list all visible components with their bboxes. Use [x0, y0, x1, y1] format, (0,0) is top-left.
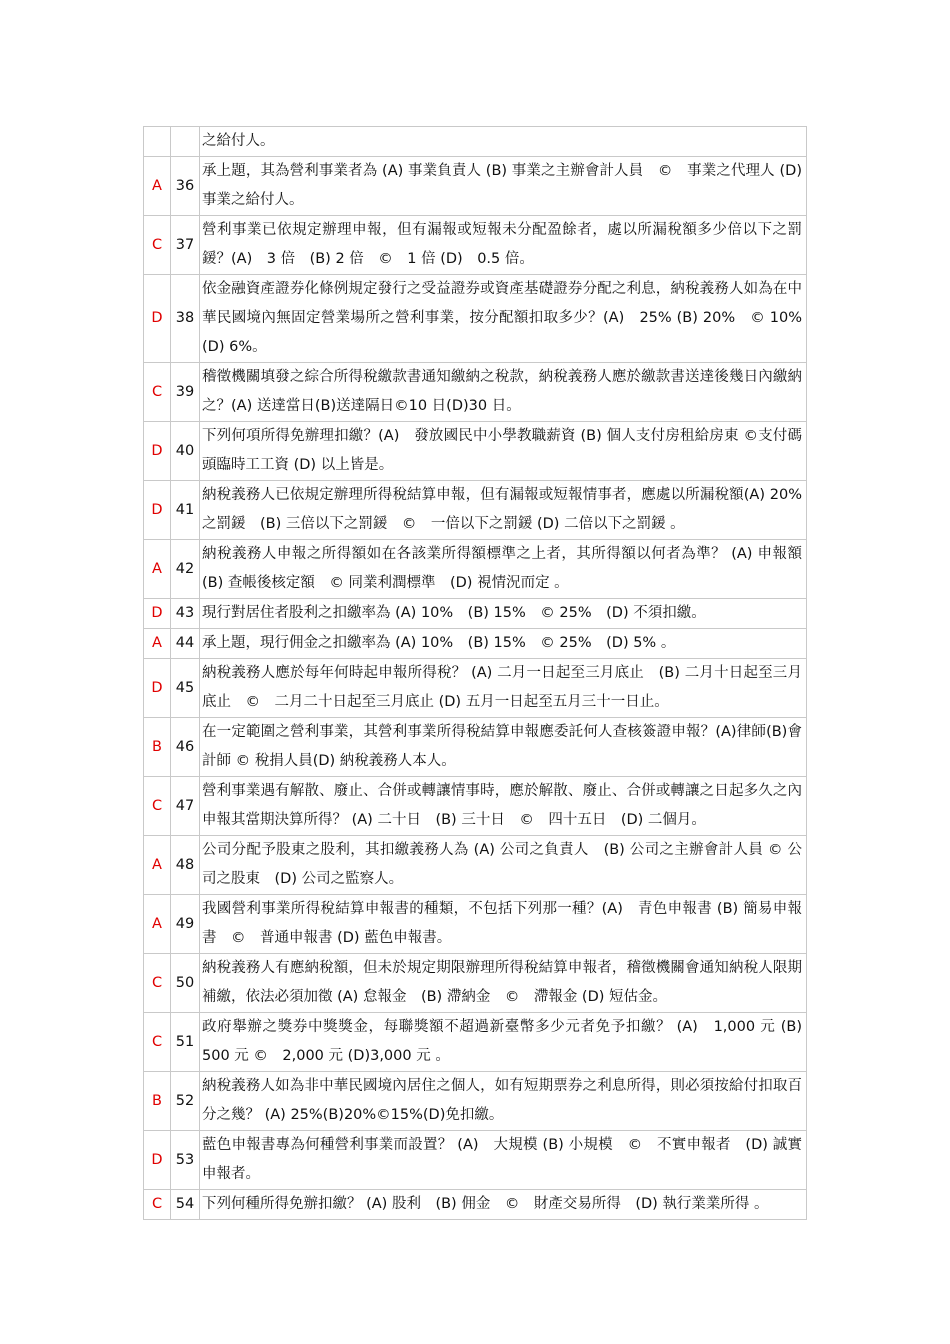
number-cell: 38 [171, 275, 200, 363]
answer-cell: A [144, 540, 171, 599]
table-row [144, 954, 807, 1013]
answer-cell: B [144, 1072, 171, 1131]
answer-cell: A [144, 157, 171, 216]
question-text-cell: 納稅義務人有應納稅額，但未於規定期限辦理所得稅結算申報者，稽徵機關會通知納稅人限期補繳，依法必須加徵 (A) 怠報金 (B) 滯納金 © 滯報金 (D) 短估金。 [200, 954, 807, 1013]
table-row [144, 1131, 807, 1190]
table-row [144, 540, 807, 599]
number-cell: 40 [171, 422, 200, 481]
table-row [144, 422, 807, 481]
question-text-cell: 承上題，其為營利事業者為 (A) 事業負責人 (B) 事業之主辦會計人員 © 事業之代理人 (D) 事業之給付人。 [200, 157, 807, 216]
number-cell: 52 [171, 1072, 200, 1131]
number-cell: 50 [171, 954, 200, 1013]
question-text-cell: 承上題，現行佣金之扣繳率為 (A) 10% (B) 15% © 25% (D) 5% 。 [200, 629, 807, 659]
document-page [143, 126, 807, 1220]
question-text-cell: 現行對居住者股利之扣繳率為 (A) 10% (B) 15% © 25% (D) 不須扣繳。 [200, 599, 807, 629]
answer-cell: C [144, 777, 171, 836]
question-text-cell: 依金融資產證券化條例規定發行之受益證券或資產基礎證券分配之利息，納稅義務人如為在中華民國境內無固定營業場所之營利事業，按分配額扣取多少？(A) 25% (B) 20% © 10% (D) 6%。 [200, 275, 807, 363]
question-text-cell: 納稅義務人如為非中華民國境內居住之個人，如有短期票券之利息所得，則必須按給付扣取百分之幾？ (A) 25%(B)20%©15%(D)免扣繳。 [200, 1072, 807, 1131]
answer-cell [144, 127, 171, 157]
table-row [144, 599, 807, 629]
table-row [144, 629, 807, 659]
answer-cell: B [144, 718, 171, 777]
answer-cell: C [144, 1013, 171, 1072]
question-text-cell: 納稅義務人申報之所得額如在各該業所得額標準之上者，其所得額以何者為準？ (A) 申報額 (B) 查帳後核定額 © 同業利潤標準 (D) 視情況而定 。 [200, 540, 807, 599]
question-text-cell: 下列何種所得免辦扣繳？ (A) 股利 (B) 佣金 © 財產交易所得 (D) 執行業業所得 。 [200, 1190, 807, 1220]
number-cell [171, 127, 200, 157]
answer-cell: D [144, 1131, 171, 1190]
answer-cell: A [144, 629, 171, 659]
question-table-body [144, 127, 807, 1220]
answer-cell: C [144, 363, 171, 422]
answer-cell: D [144, 481, 171, 540]
table-row [144, 659, 807, 718]
answer-cell: C [144, 954, 171, 1013]
number-cell: 49 [171, 895, 200, 954]
table-row [144, 718, 807, 777]
question-text-cell: 納稅義務人已依規定辦理所得稅結算申報，但有漏報或短報情事者，應處以所漏稅額(A) 20%之罰鍰 (B) 三倍以下之罰鍰 © 一倍以下之罰鍰 (D) 二倍以下之罰鍰 。 [200, 481, 807, 540]
number-cell: 46 [171, 718, 200, 777]
table-row [144, 481, 807, 540]
answer-cell: C [144, 216, 171, 275]
table-row [144, 157, 807, 216]
number-cell: 47 [171, 777, 200, 836]
number-cell: 37 [171, 216, 200, 275]
answer-cell: C [144, 1190, 171, 1220]
table-row [144, 836, 807, 895]
number-cell: 43 [171, 599, 200, 629]
table-row [144, 363, 807, 422]
table-row [144, 216, 807, 275]
table-row [144, 1190, 807, 1220]
number-cell: 39 [171, 363, 200, 422]
answer-cell: D [144, 659, 171, 718]
number-cell: 36 [171, 157, 200, 216]
answer-cell: D [144, 275, 171, 363]
number-cell: 41 [171, 481, 200, 540]
question-text-cell: 政府舉辦之獎券中獎獎金，每聯獎額不超過新臺幣多少元者免予扣繳？ (A) 1,000 元 (B) 500 元 © 2,000 元 (D)3,000 元 。 [200, 1013, 807, 1072]
answer-cell: A [144, 895, 171, 954]
number-cell: 53 [171, 1131, 200, 1190]
number-cell: 45 [171, 659, 200, 718]
number-cell: 51 [171, 1013, 200, 1072]
question-text-cell: 納稅義務人應於每年何時起申報所得稅？ (A) 二月一日起至三月底止 (B) 二月十日起至三月底止 © 二月二十日起至三月底止 (D) 五月一日起至五月三十一日止。 [200, 659, 807, 718]
answer-cell: D [144, 422, 171, 481]
table-row [144, 895, 807, 954]
question-text-cell: 下列何項所得免辦理扣繳？(A) 發放國民中小學教職薪資 (B) 個人支付房租給房東 ©支付碼頭臨時工工資 (D) 以上皆是。 [200, 422, 807, 481]
table-row [144, 777, 807, 836]
answer-cell: A [144, 836, 171, 895]
question-text-cell: 稽徵機關填發之綜合所得稅繳款書通知繳納之稅款，納稅義務人應於繳款書送達後幾日內繳納之？(A) 送達當日(B)送達隔日©10 日(D)30 日。 [200, 363, 807, 422]
question-text-cell: 藍色申報書專為何種營利事業而設置？ (A) 大規模 (B) 小規模 © 不實申報者 (D) 誠實申報者。 [200, 1131, 807, 1190]
table-row-continuation [144, 127, 807, 157]
number-cell: 42 [171, 540, 200, 599]
question-text-cell: 營利事業已依規定辦理申報，但有漏報或短報未分配盈餘者，處以所漏稅額多少倍以下之罰鍰？(A) 3 倍 (B) 2 倍 © 1 倍 (D) 0.5 倍。 [200, 216, 807, 275]
number-cell: 44 [171, 629, 200, 659]
question-table [143, 126, 807, 1220]
question-text-cell: 營利事業遇有解散、廢止、合併或轉讓情事時，應於解散、廢止、合併或轉讓之日起多久之內申報其當期決算所得？ (A) 二十日 (B) 三十日 © 四十五日 (D) 二個月。 [200, 777, 807, 836]
number-cell: 48 [171, 836, 200, 895]
number-cell: 54 [171, 1190, 200, 1220]
question-text-cell: 在一定範圍之營利事業，其營利事業所得稅結算申報應委託何人查核簽證申報？(A)律師(B)會計師 © 稅捐人員(D) 納稅義務人本人。 [200, 718, 807, 777]
question-text-cell: 之給付人。 [200, 127, 807, 157]
table-row [144, 275, 807, 363]
table-row [144, 1013, 807, 1072]
question-text-cell: 公司分配予股東之股利，其扣繳義務人為 (A) 公司之負責人 (B) 公司之主辦會計人員 © 公司之股東 (D) 公司之監察人。 [200, 836, 807, 895]
table-row [144, 1072, 807, 1131]
question-text-cell: 我國營利事業所得稅結算申報書的種類，不包括下列那一種？(A) 青色申報書 (B) 簡易申報書 © 普通申報書 (D) 藍色申報書。 [200, 895, 807, 954]
answer-cell: D [144, 599, 171, 629]
